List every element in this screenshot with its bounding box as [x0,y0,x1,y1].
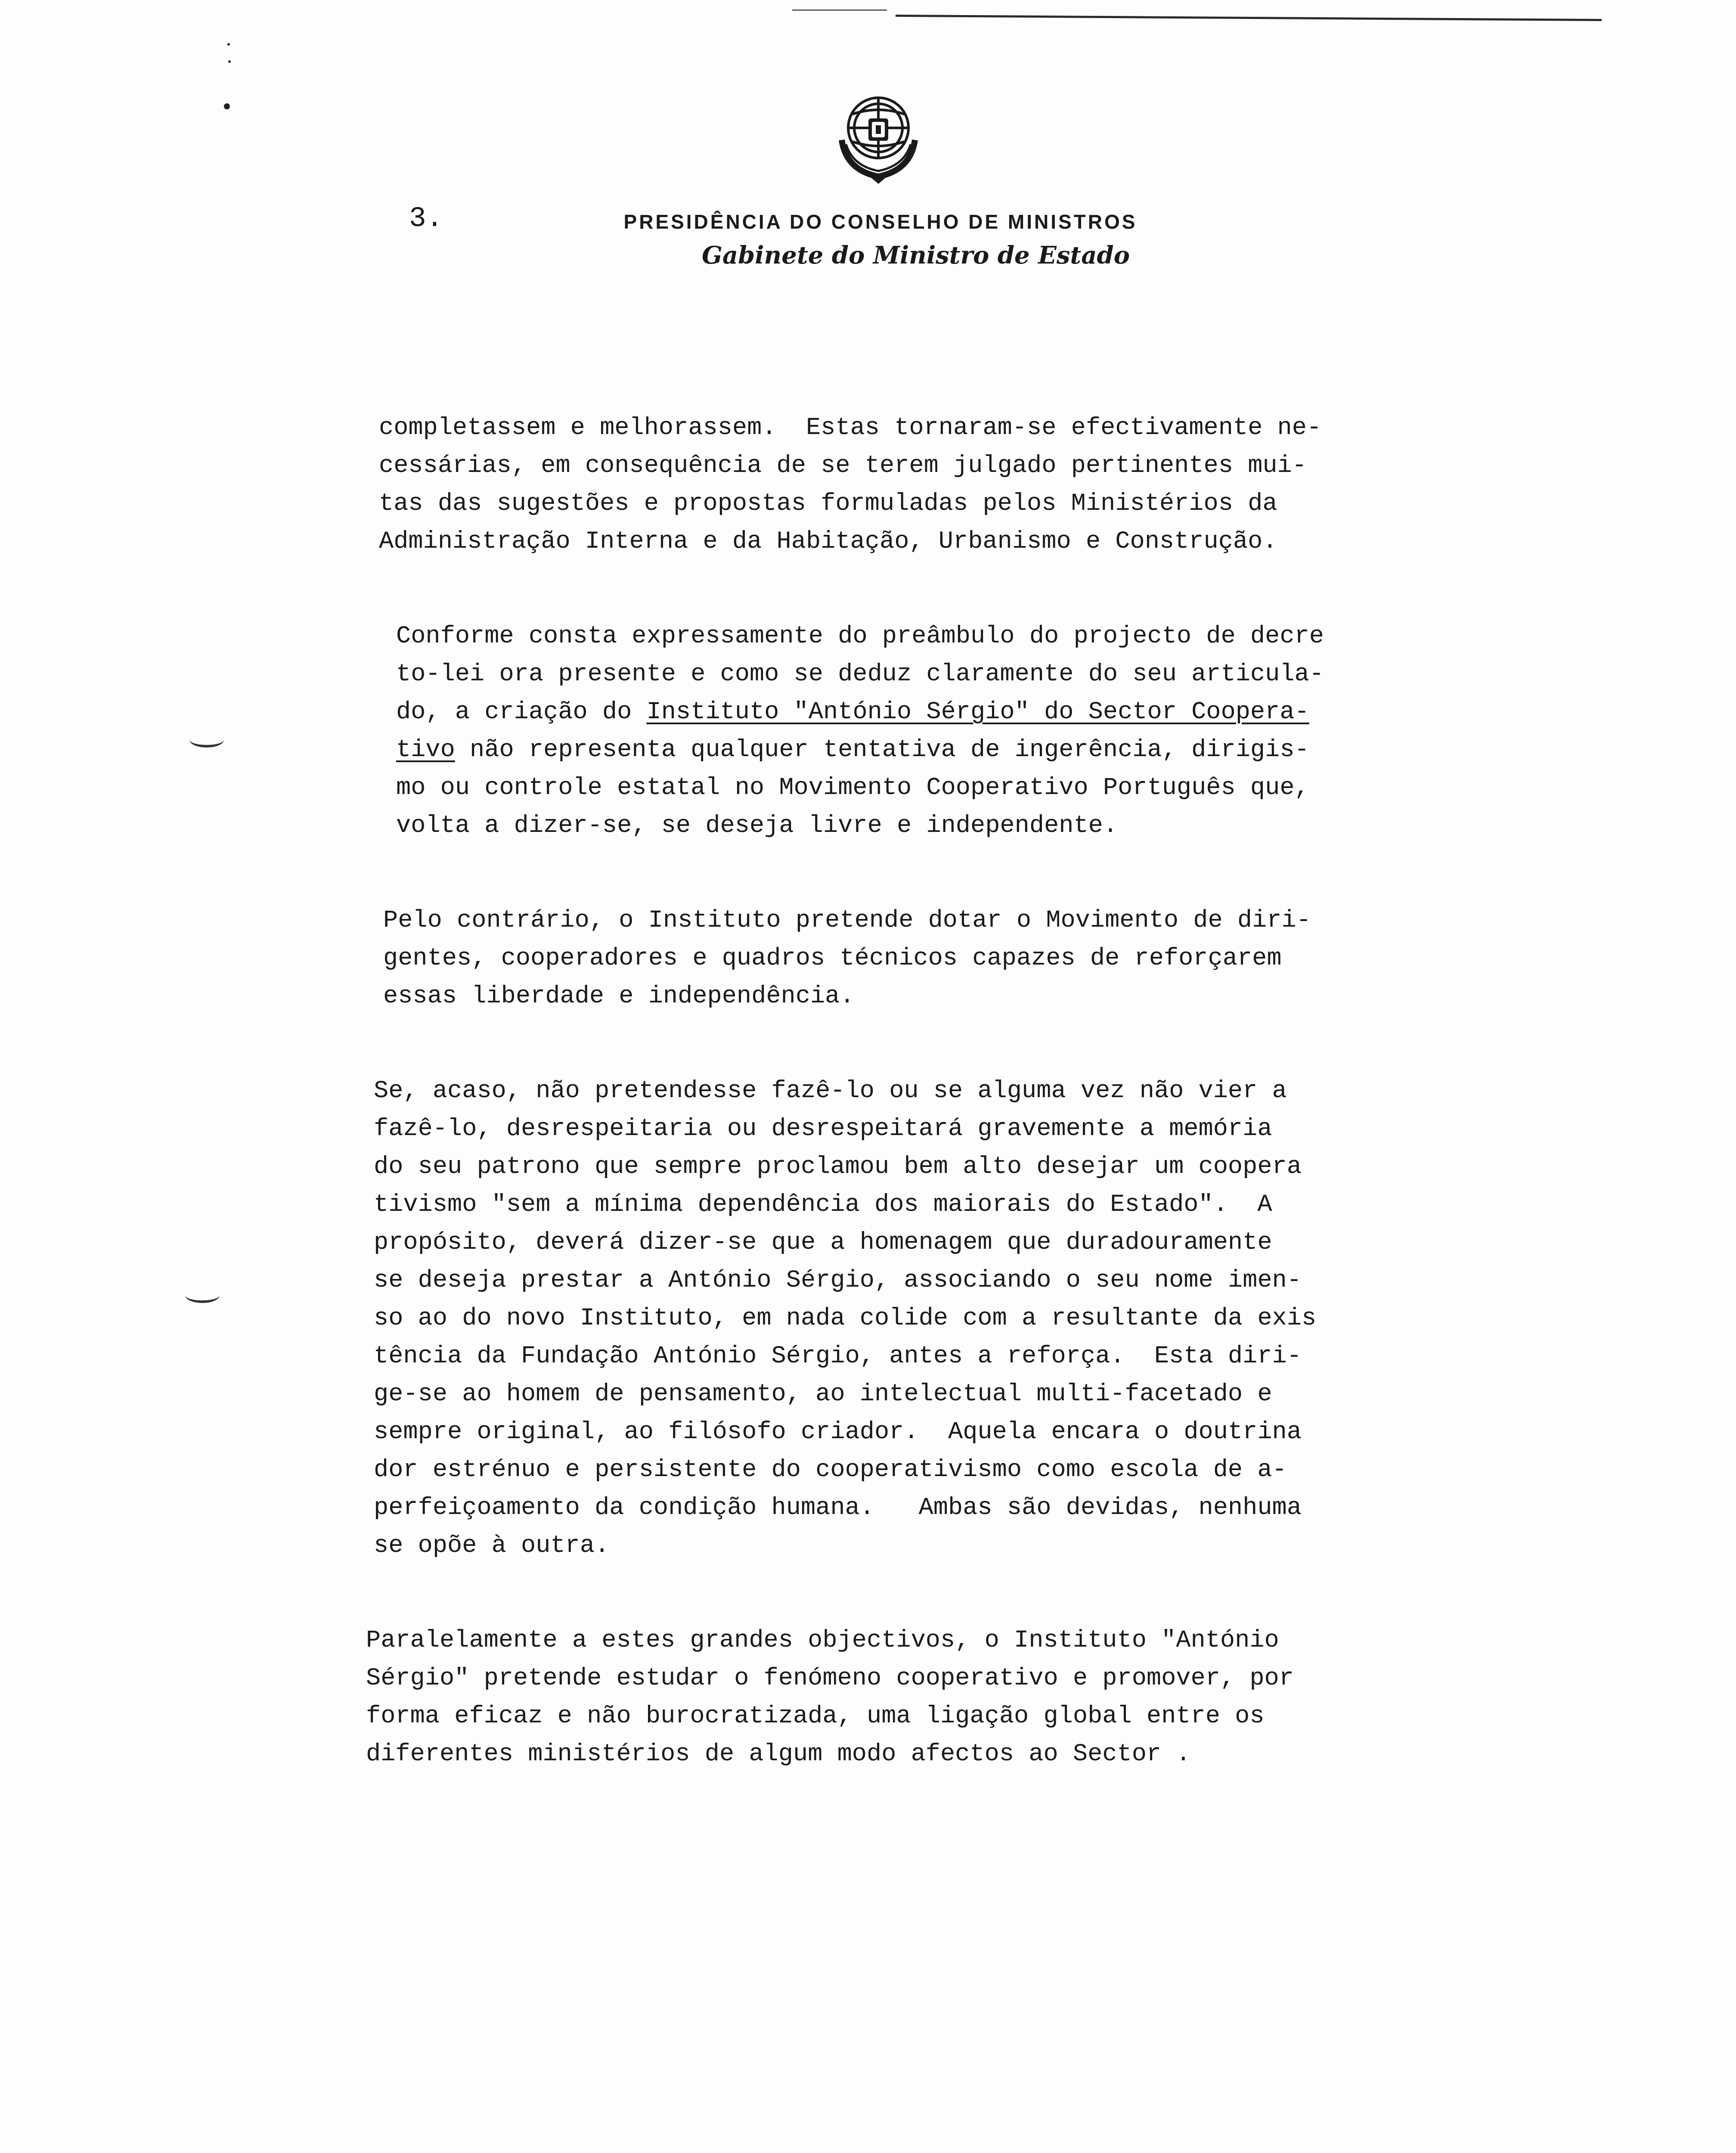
text-line: cessárias, em consequência de se terem julgado pertinentes mui- [379,452,1307,480]
text-line [396,731,1520,769]
text-line: to-lei ora presente e como se deduz claramente do seu articula- [396,661,1324,688]
text-line: gentes, cooperadores e quadros técnicos capazes de reforçarem [383,945,1282,972]
text-line: Paralelamente a estes grandes objectivos, o Instituto "António [366,1627,1279,1654]
text-line: tivismo "sem a mínima dependência dos maiorais do Estado". A [374,1191,1272,1219]
text-line: Conforme consta expressamente do preâmbulo do projecto de decre [396,623,1324,650]
text-line: tas das sugestões e propostas formuladas pelos Ministérios da [379,490,1277,518]
margin-dot [227,43,230,46]
text-line: propósito, deverá dizer-se que a homenagem que duradouramente [374,1229,1272,1256]
text-line: perfeiçoamento da condição humana. Ambas são devidas, nenhuma [374,1494,1302,1522]
text-run: do, a criação do [396,698,647,726]
text-line: do seu patrono que sempre proclamou bem alto desejar um coopera [374,1153,1302,1181]
text-line: essas liberdade e independência. [383,983,855,1010]
letter-body [366,409,1520,1830]
cabinet-subtitle: Gabinete do Ministro de Estado [702,241,1130,270]
institute-name-underlined: tivo [396,736,455,764]
paragraph [383,902,1520,1015]
text-line: diferentes ministérios de algum modo afectos ao Sector . [366,1740,1191,1768]
text-line: Administração Interna e da Habitação, Urbanismo e Construção. [379,528,1277,555]
text-line: sempre original, ao filósofo criador. Aquela encara o doutrina [374,1418,1302,1446]
coat-of-arms-icon [829,88,928,187]
text-line: Se, acaso, não pretendesse fazê-lo ou se alguma vez não vier a [374,1077,1287,1105]
margin-punch-mark [185,1287,220,1303]
paragraph [379,409,1520,561]
page-number: 3. [409,202,443,235]
text-line: forma eficaz e não burocratizada, uma ligação global entre os [366,1703,1265,1730]
institute-name-underlined: Instituto "António Sérgio" do Sector Coopera- [646,698,1309,726]
text-line: so ao do novo Instituto, em nada colide com a resultante da exis [374,1305,1317,1332]
text-line: completassem e melhorassem. Estas tornaram-se efectivamente ne- [379,414,1322,442]
margin-punch-mark [189,732,224,748]
text-line: tência da Fundação António Sérgio, antes a reforça. Esta diri- [374,1343,1302,1370]
text-line: fazê-lo, desrespeitaria ou desrespeitará gravemente a memória [374,1115,1272,1143]
text-run: não representa qualquer tentativa de ingerência, dirigis- [455,736,1309,764]
text-line: mo ou controle estatal no Movimento Cooperativo Português que, [396,774,1309,802]
paragraph [396,617,1520,845]
institution-title: PRESIDÊNCIA DO CONSELHO DE MINISTROS [623,211,1138,233]
paragraph [366,1622,1520,1773]
text-line: se deseja prestar a António Sérgio, associando o seu nome imen- [374,1267,1302,1294]
text-line: se opõe à outra. [374,1532,610,1560]
scan-edge-line [896,15,1602,21]
text-line: volta a dizer-se, se deseja livre e independente. [396,812,1118,840]
text-line: Sérgio" pretende estudar o fenómeno cooperativo e promover, por [366,1665,1294,1692]
text-line: Pelo contrário, o Instituto pretende dotar o Movimento de diri- [383,907,1311,934]
paragraph [374,1072,1520,1565]
margin-dot [228,60,231,63]
scan-edge-mark [792,9,887,11]
text-line: ge-se ao homem de pensamento, ao intelectual multi-facetado e [374,1381,1272,1408]
margin-dot [224,103,230,109]
text-line [396,693,1520,731]
text-line: dor estrénuo e persistente do cooperativismo como escola de a- [374,1456,1287,1484]
